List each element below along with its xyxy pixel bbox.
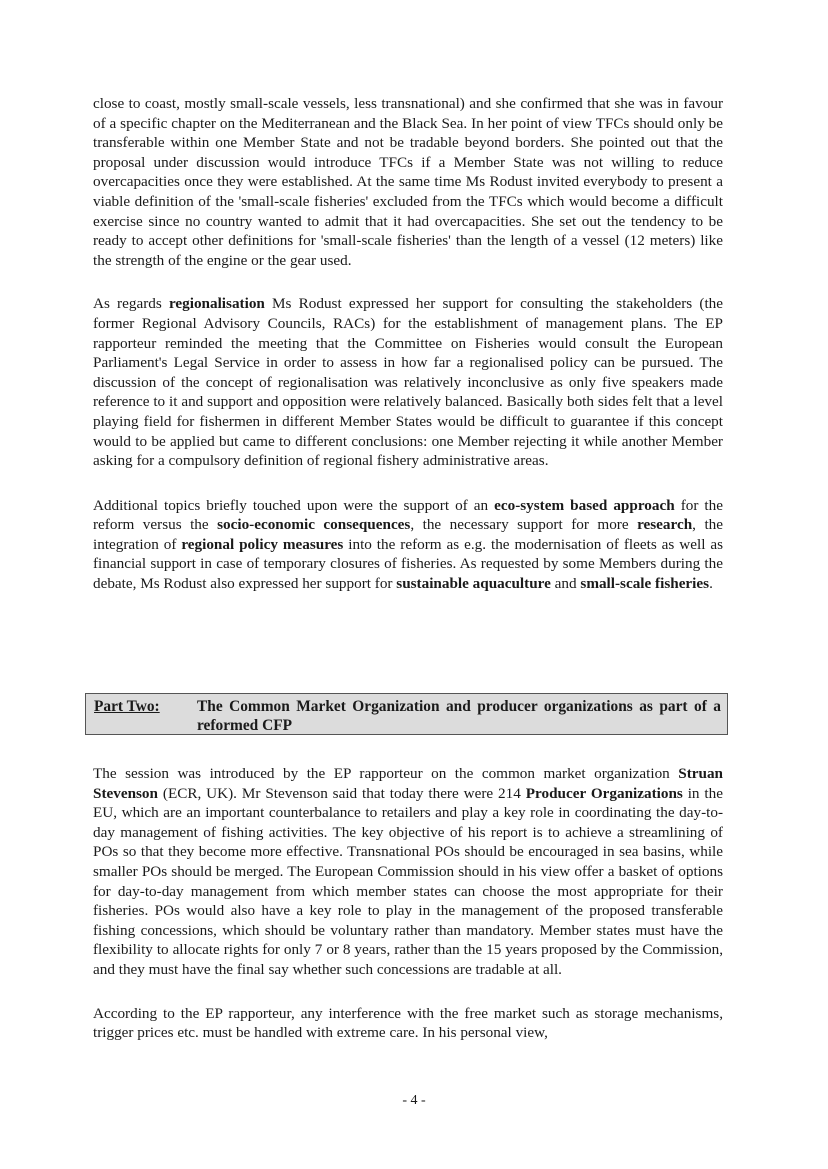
text-run: and [550,575,581,593]
emphasis-term: regionalisation [168,295,265,313]
text-run: close to coast, mostly small-scale vessels, less transnational) and she confirmed that she was in favour of a specific chapter on the Mediterranean and the Black Sea. In her point of view TFCs should only be transferable within one Member State and not be tradable beyond borders. She pointed out that the proposal under discussion would introduce TFCs if a Member State was not willing to reduce overcapacities once they were established. At the same time Ms Rodust invited everybody to present a viable definition of the 'small-scale fisheries' excluded from the TFCs which would become a difficult exercise since no country wanted to admit that it had overcapacities. She set out the tendency to be ready to accept other definitions for 'small-scale fisheries' than the length of a vessel (12 meters) like the strength of the engine or the gear used. [93,95,723,269]
part-two-label: Part Two: [94,698,160,715]
text-run: As regards [93,295,169,313]
text-run: in the EU, which are an important counterbalance to retailers and play a key role in coordinating the day-to-day management of fishing activities. The key objective of his report is to achieve a streamlining of POs so that they become more effective. Transnational POs should be encouraged in sea basins, while smaller POs should be merged. The European Commission should in his view offer a basket of options for day-to-day management from which member states can choose the most appropriate for their fisheries. POs would also have a key role to play in the management of the proposed transferable fishing concessions, which should be voluntary rather than mandatory. Member states must have the flexibility to allocate rights for only 7 or 8 years, rather than the 15 years proposed by the Commission, and they must have the final say whether such concessions are tradable at all. [93,784,723,978]
emphasis-term: eco-system based approach [494,496,675,514]
part-two-text-section [93,764,723,1043]
emphasis-term: research [637,516,693,534]
text-run: Ms Rodust expressed her support for consulting the stakeholders (the former Regional Advisory Councils, RACs) for the establishment of management plans. The EP rapporteur reminded the meeting that the Committee on Fisheries would consult the European Parliament's Legal Service in order to assess in how far a regionalised policy can be pursued. The discussion of the concept of regionalisation was relatively inconclusive as only five speakers made reference to it and support and opposition were relatively balanced. Basically both sides felt that a level playing field for fishermen in different Member States would be difficult to guarantee if this concept would to be applied but came to different conclusions: one Member rejecting it while another Member asking for a compulsory definition of regional fishery administrative areas. [93,295,723,470]
paragraph-regionalisation [93,294,723,470]
emphasis-term: Struan Stevenson [93,765,723,802]
part-two-title: The Common Market Organization and producer organizations as part of a reformed CFP [197,698,721,734]
paragraph-tfc [93,94,723,270]
emphasis-term: regional policy measures [181,535,344,553]
text-run: , the integration of [93,516,723,553]
emphasis-term: Producer Organizations [525,784,683,802]
text-run: According to the EP rapporteur, any interference with the free market such as storage mechanisms, trigger prices etc. must be handled with extreme care. In his personal view, [93,1004,723,1042]
text-run: (ECR, UK). Mr Stevenson said that today there were 214 [157,784,526,802]
text-run: . [709,575,713,593]
emphasis-term: small-scale fisheries [580,575,710,593]
top-text-section [93,94,723,594]
text-run: The session was introduced by the EP rapporteur on the common market organization [93,765,679,782]
paragraph-session-intro [93,764,723,980]
page-number: - 4 - [402,1093,426,1108]
text-run: Additional topics briefly touched upon were the support of an [93,496,495,514]
emphasis-term: socio-economic consequences [217,516,411,534]
text-run: , the necessary support for more [410,516,638,534]
text-run: for the reform versus the [93,496,723,534]
part-two-heading-box [85,693,728,735]
paragraph-additional-topics [93,496,723,594]
text-run: into the reform as e.g. the modernisation of fleets as well as financial support in case of temporary closures of fisheries. As requested by some Members during the debate, Ms Rodust also expressed her support for [93,535,723,593]
paragraph-free-market [93,1004,723,1043]
emphasis-term: sustainable aquaculture [396,575,551,593]
